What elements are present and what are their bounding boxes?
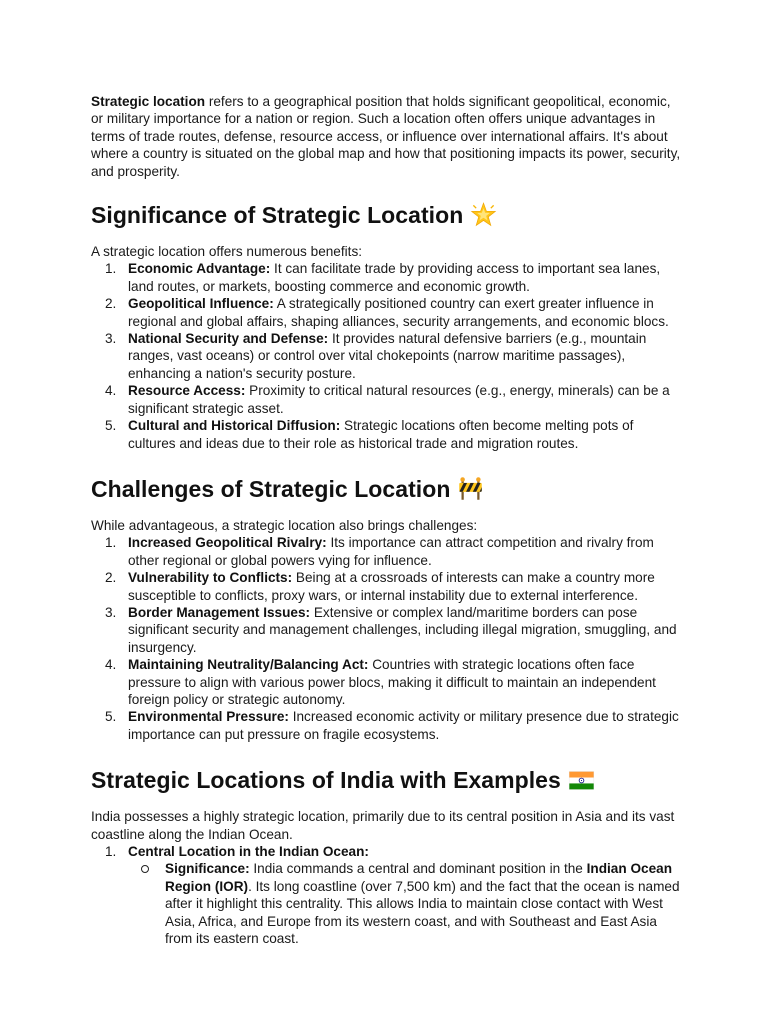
section-lead: A strategic location offers numerous benefits: (91, 244, 363, 260)
list-item (91, 656, 684, 708)
list-item-text: Strategic locations often become melting pots of cultures and ideas due to their role as historical trade and migration routes. (128, 418, 634, 451)
glowing-star-icon (470, 202, 497, 229)
sub-item-term: Significance: (165, 861, 250, 877)
section-heading-challenges (91, 474, 680, 504)
list-number: 2. (105, 296, 117, 312)
section-heading-significance (91, 200, 680, 230)
list-item (91, 417, 684, 452)
list-number: 1. (105, 535, 117, 551)
intro-term: Strategic location (91, 94, 206, 109)
list-item (91, 604, 684, 656)
list-item-text: A strategically positioned country can exert greater influence in regional and global affairs, shaping alliances, security arrangements, and economic blocs. (128, 296, 669, 329)
list-number: 1. (105, 844, 117, 859)
list-number: 3. (105, 331, 117, 347)
section-lead: While advantageous, a strategic location also brings challenges: (91, 517, 478, 533)
construction-barrier-icon (457, 475, 484, 502)
list-item-text: Countries with strategic locations often face pressure to align with various power blocs, making it difficult to maintain an independent foreign policy or strategic autonomy. (128, 657, 656, 707)
intro-text: refers to a geographical position that holds significant geopolitical, economic, or military importance for a nation or region. Such a location often offers unique advantages in terms of trade routes, defense, resource access, or influence over international affairs. It's about where a country is situated on the global map and how that positioning impacts its power, security, and prosperity. (91, 94, 681, 179)
section-title: Strategic Locations of India with Examples (91, 767, 561, 794)
sub-list (128, 860, 684, 947)
intro-paragraph (91, 93, 683, 180)
section-heading-india (91, 765, 680, 795)
list-item-text: Extensive or complex land/maritime borders can pose significant security and management challenges, including illegal migration, smuggling, and insurgency. (128, 604, 677, 655)
list-number: 1. (105, 261, 117, 277)
list-item (91, 295, 684, 330)
list-item (91, 534, 684, 569)
list-item-term: Resource Access: (128, 383, 246, 399)
india-flag-icon (568, 767, 595, 794)
list-item-text: It provides natural defensive barriers (e.g., mountain ranges, vast oceans) or control over vital chokepoints (narrow maritime passages), enhancing a nation's security posture. (128, 331, 647, 381)
section-title: Significance of Strategic Location (91, 202, 464, 229)
list-item-text: It can facilitate trade by providing access to important sea lanes, land routes, or markets, boosting commerce and economic growth. (128, 261, 661, 294)
section-lead: India possesses a highly strategic location, primarily due to its central position in Asia and its vast coastline along the Indian Ocean. (91, 809, 675, 842)
list-item (91, 260, 684, 295)
list-item (91, 569, 684, 604)
list-item-term: Maintaining Neutrality/Balancing Act: (128, 657, 369, 673)
list-item-text: Being at a crossroads of interests can make a country more susceptible to conflicts, proxy wars, or internal instability due to external interference. (128, 570, 655, 603)
list-item-term: Economic Advantage: (128, 261, 271, 277)
list-item-term: Cultural and Historical Diffusion: (128, 418, 341, 434)
benefits-list (91, 260, 680, 451)
list-number: 5. (105, 418, 117, 434)
list-item-term: National Security and Defense: (128, 331, 329, 347)
list-item-text: Increased economic activity or military presence due to strategic importance can put pressure on fragile ecosystems. (128, 709, 679, 742)
list-item-term: Geopolitical Influence: (128, 296, 274, 312)
sub-item-text: India commands a central and dominant position in the (249, 861, 587, 877)
list-number: 3. (105, 604, 117, 620)
challenges-list (91, 534, 680, 743)
list-number: 4. (105, 657, 117, 673)
list-item-text: Proximity to critical natural resources (e.g., energy, minerals) can be a significant strategic asset. (128, 383, 670, 416)
list-number: 4. (105, 383, 117, 399)
list-item-text: Its importance can attract competition and rivalry from other regional or global powers vying for influence. (128, 535, 654, 568)
list-item-term: Environmental Pressure: (128, 709, 289, 725)
list-item-term: Border Management Issues: (128, 604, 311, 620)
list-item (91, 843, 684, 947)
list-item-term: Vulnerability to Conflicts: (128, 570, 293, 586)
list-item-term: Central Location in the Indian Ocean: (128, 844, 369, 859)
list-item (91, 708, 684, 743)
india-list (91, 843, 680, 947)
hollow-bullet-icon (141, 865, 149, 873)
list-item (91, 382, 684, 417)
sub-item-text: . Its long coastline (over 7,500 km) and the fact that the ocean is named after it highlight this centrality. This allows India to maintain close contact with West Asia, Africa, and Europe from its western coast, and with Southeast and East Asia from its eastern coast. (165, 878, 680, 947)
list-number: 2. (105, 570, 117, 586)
sub-item-emphasis: Indian Ocean Region (IOR) (165, 861, 672, 894)
section-title: Challenges of Strategic Location (91, 475, 451, 502)
sub-list-item (128, 860, 685, 947)
list-number: 5. (105, 709, 117, 725)
list-item (91, 330, 684, 382)
list-item-term: Increased Geopolitical Rivalry: (128, 535, 327, 551)
